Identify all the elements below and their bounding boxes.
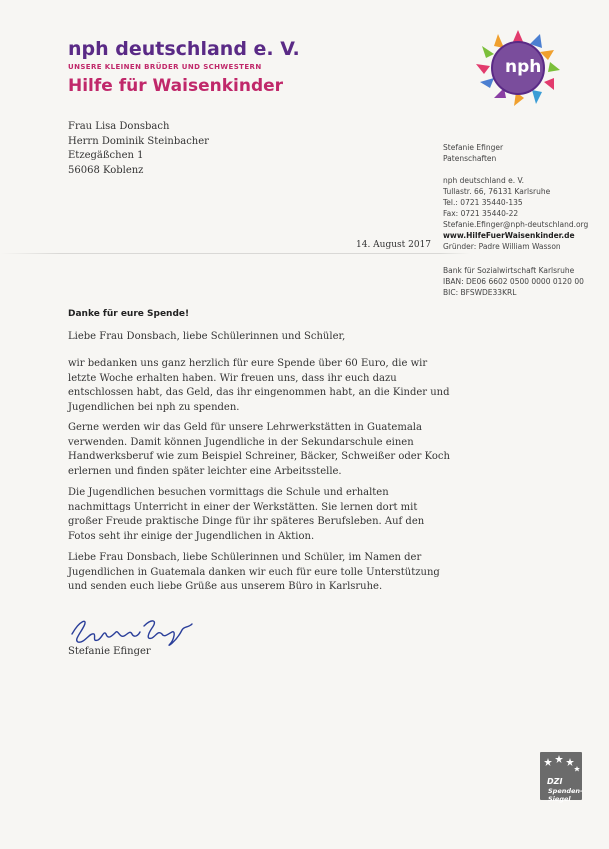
letter-date: 14. August 2017 — [356, 240, 432, 250]
paragraph-line: Jugendlichen in Guatemala danken wir euch für eure tolle Unterstützung — [68, 566, 440, 578]
founder-info — [443, 241, 561, 252]
paragraph-line: Fotos seht ihr einige der Jugendlichen in Aktion. — [68, 530, 315, 542]
bank-iban: IBAN: DE06 6602 0500 0000 0120 00 — [443, 277, 584, 286]
recipient-line: Etzegäßchen 1 — [68, 150, 144, 161]
paragraph-line: großer Freude praktische Dinge für ihr späteres Berufsleben. Auf den — [68, 516, 425, 527]
paragraph-line: und senden euch liebe Grüße aus unserem Büro in Karlsruhe. — [68, 581, 383, 592]
sender-email: Stefanie.Efinger@nph-deutschland.org — [443, 220, 589, 229]
founder: Gründer: Padre William Wasson — [443, 242, 561, 251]
paragraph-line: nachmittags Unterricht in einer der Werkstätten. Sie lernen dort mit — [68, 501, 418, 513]
paragraph-line: Gerne werden wir das Geld für unsere Lehrwerkstätten in Guatemala — [68, 422, 422, 433]
sender-department: Patenschaften — [443, 154, 497, 163]
recipient-line: Frau Lisa Donsbach — [68, 121, 170, 132]
paragraph-line: verwenden. Damit können Jugendliche in der Sekundarschule einen — [68, 436, 414, 448]
letter-subject: Danke für eure Spende! — [68, 309, 190, 319]
sender-tel: Tel.: 0721 35440-135 — [443, 198, 523, 207]
paragraph-line: letzte Woche erhalten haben. Wir freuen uns, dass ihr euch dazu — [68, 372, 397, 384]
salutation — [68, 330, 538, 345]
paragraph-line: erlernen und finden später leichter eine Arbeitsstelle. — [68, 465, 342, 477]
paragraph-line: entschlossen habt, das Geld, das ihr eingenommen habt, an die Kinder und — [68, 387, 450, 398]
sender-website: www.HilfeFuerWaisenkinder.de — [443, 231, 575, 240]
org-name: nph deutschland e. V. — [68, 38, 300, 60]
logo-text: nph — [505, 57, 542, 77]
paragraph-line: Liebe Frau Donsbach, liebe Schülerinnen und Schüler, im Namen der — [68, 552, 422, 563]
header-divider — [0, 253, 609, 254]
paragraph-line: Handwerksberuf wie zum Beispiel Schreiner, Bäcker, Schweißer oder Koch — [68, 451, 450, 462]
sender-fax: Fax: 0721 35440-22 — [443, 209, 519, 218]
paragraph-2 — [68, 421, 538, 479]
paragraph-line: Die Jugendlichen besuchen vormittags die Schule und erhalten — [68, 487, 389, 498]
paragraph-1 — [68, 357, 538, 415]
sender-info — [443, 142, 588, 241]
recipient-line: 56068 Koblenz — [68, 164, 144, 176]
paragraph-line: Jugendlichen bei nph zu spenden. — [68, 401, 240, 413]
bank-bic: BIC: BFSWDE33KRL — [443, 288, 517, 297]
bank-info — [443, 265, 584, 298]
org-tagline: Hilfe für Waisenkinder — [68, 76, 284, 96]
seal-line-2: Siegel — [548, 795, 571, 803]
paragraph-4 — [68, 551, 538, 595]
sender-address: Tullastr. 66, 76131 Karlsruhe — [443, 187, 551, 196]
salutation-text: Liebe Frau Donsbach, liebe Schülerinnen und Schüler, — [68, 331, 346, 342]
recipient-line: Herrn Dominik Steinbacher — [68, 135, 209, 147]
seal-brand: DZI — [547, 777, 563, 786]
sender-org: nph deutschland e. V. — [443, 176, 525, 185]
stars-icon — [540, 752, 582, 776]
signer-name: Stefanie Efinger — [68, 646, 151, 657]
bank-name: Bank für Sozialwirtschaft Karlsruhe — [443, 266, 575, 275]
recipient-address — [68, 120, 209, 178]
paragraph-3 — [68, 486, 538, 544]
paragraph-line: wir bedanken uns ganz herzlich für eure Spende über 60 Euro, die wir — [68, 358, 428, 369]
seal-line-1: Spenden- — [548, 787, 583, 795]
sender-name: Stefanie Efinger — [443, 143, 504, 152]
org-subtitle: UNSERE KLEINEN BRÜDER UND SCHWESTERN — [68, 63, 262, 71]
